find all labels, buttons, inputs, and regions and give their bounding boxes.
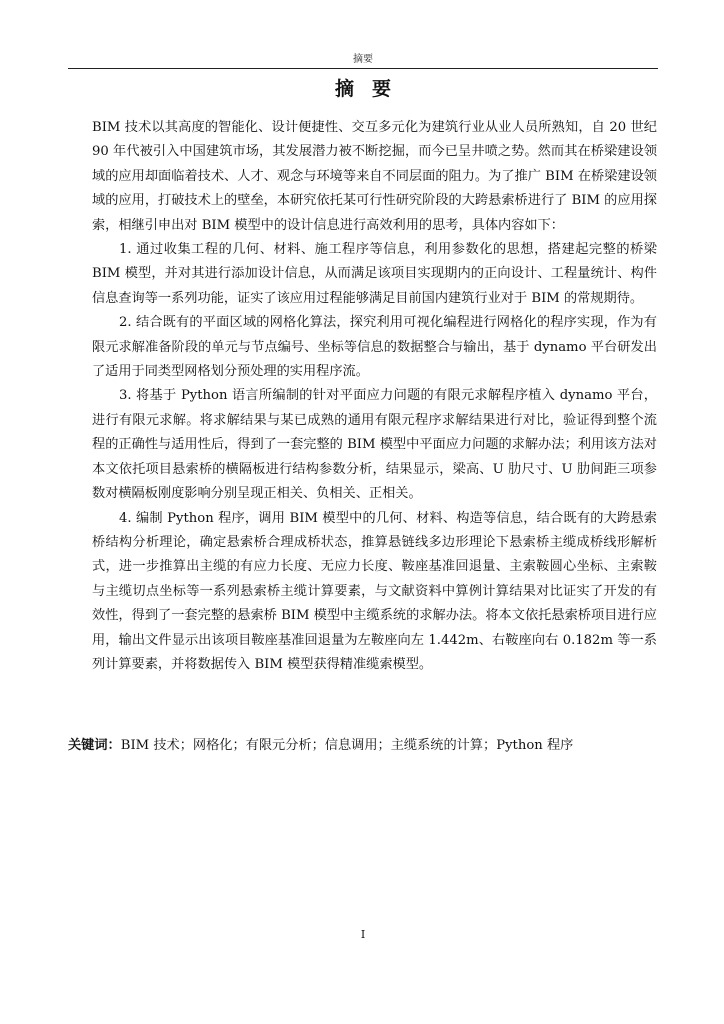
header-rule	[68, 68, 658, 69]
abstract-item-1: 1. 通过收集工程的几何、材料、施工程序等信息，利用参数化的思想，搭建起完整的桥梁 BIM 模型，并对其进行添加设计信息，从而满足该项目实现期内的正向设计、工程量统计、构件信息查询等一系列功能，证实了该应用过程能够满足目前国内建筑行业对于 BIM 的常规期待。	[92, 242, 657, 306]
abstract-item-4: 4. 编制 Python 程序，调用 BIM 模型中的几何、材料、构造等信息，结合既有的大跨悬索桥结构分析理论，确定悬索桥合理成桥状态，推算悬链线多边形理论下悬索桥主缆成桥线形解析式，进一步推算出主缆的有应力长度、无应力长度、鞍座基准回退量、主索鞍圆心坐标、主索鞍与主缆切点坐标等一系列悬索桥主缆计算要素，与文献资料中算例计算结果对比证实了开发的有效性，得到了一套完整的悬索桥 BIM 模型中主缆系统的求解办法。将本文依托悬索桥项目进行应用，输出文件显示出该项目鞍座基准回退量为左鞍座向左 1.442m、右鞍座向右 0.182m 等一系列计算要素，并将数据传入 BIM 模型获得精准缆索模型。	[92, 510, 657, 672]
running-header: 摘要	[353, 54, 373, 65]
abstract-title: 摘要	[334, 78, 409, 100]
keywords-text: BIM 技术；网格化；有限元分析；信息调用；主缆系统的计算；Python 程序	[120, 738, 574, 753]
page-number: I	[360, 928, 366, 941]
keywords-line	[68, 734, 658, 758]
abstract-body	[92, 116, 657, 677]
abstract-item-3: 3. 将基于 Python 语言所编制的针对平面应力问题的有限元求解程序植入 dynamo 平台，进行有限元求解。将求解结果与某已成熟的通用有限元程序求解结果进行对比，验证得到整个流程的正确性与适用性后，得到了一套完整的 BIM 模型中平面应力问题的求解办法；利用该方法对本文依托项目悬索桥的横隔板进行结构参数分析，结果显示，梁高、U 肋尺寸、U 肋间距三项参数对横隔板刚度影响分别呈现正相关、负相关、正相关。	[92, 388, 657, 502]
keywords-label: 关键词：	[68, 738, 121, 753]
abstract-item-2: 2. 结合既有的平面区域的网格化算法，探究利用可视化编程进行网格化的程序实现，作为有限元求解准备阶段的单元与节点编号、坐标等信息的数据整合与输出，基于 dynamo 平台研发出了适用于同类型网格划分预处理的实用程序流。	[92, 315, 657, 380]
abstract-intro-paragraph: BIM 技术以其高度的智能化、设计便捷性、交互多元化为建筑行业从业人员所熟知，自 20 世纪 90 年代被引入中国建筑市场，其发展潜力被不断挖掘，而今已呈井喷之势。然而其在桥梁建设领域的应用却面临着技术、人才、观念与环境等来自不同层面的阻力。为了推广 BIM 在桥梁建设领域的应用，打破技术上的壁垒，本研究依托某可行性研究阶段的大跨悬索桥进行了 BIM 的应用探索，相继引申出对 BIM 模型中的设计信息进行高效利用的思考，具体内容如下：	[92, 120, 657, 233]
